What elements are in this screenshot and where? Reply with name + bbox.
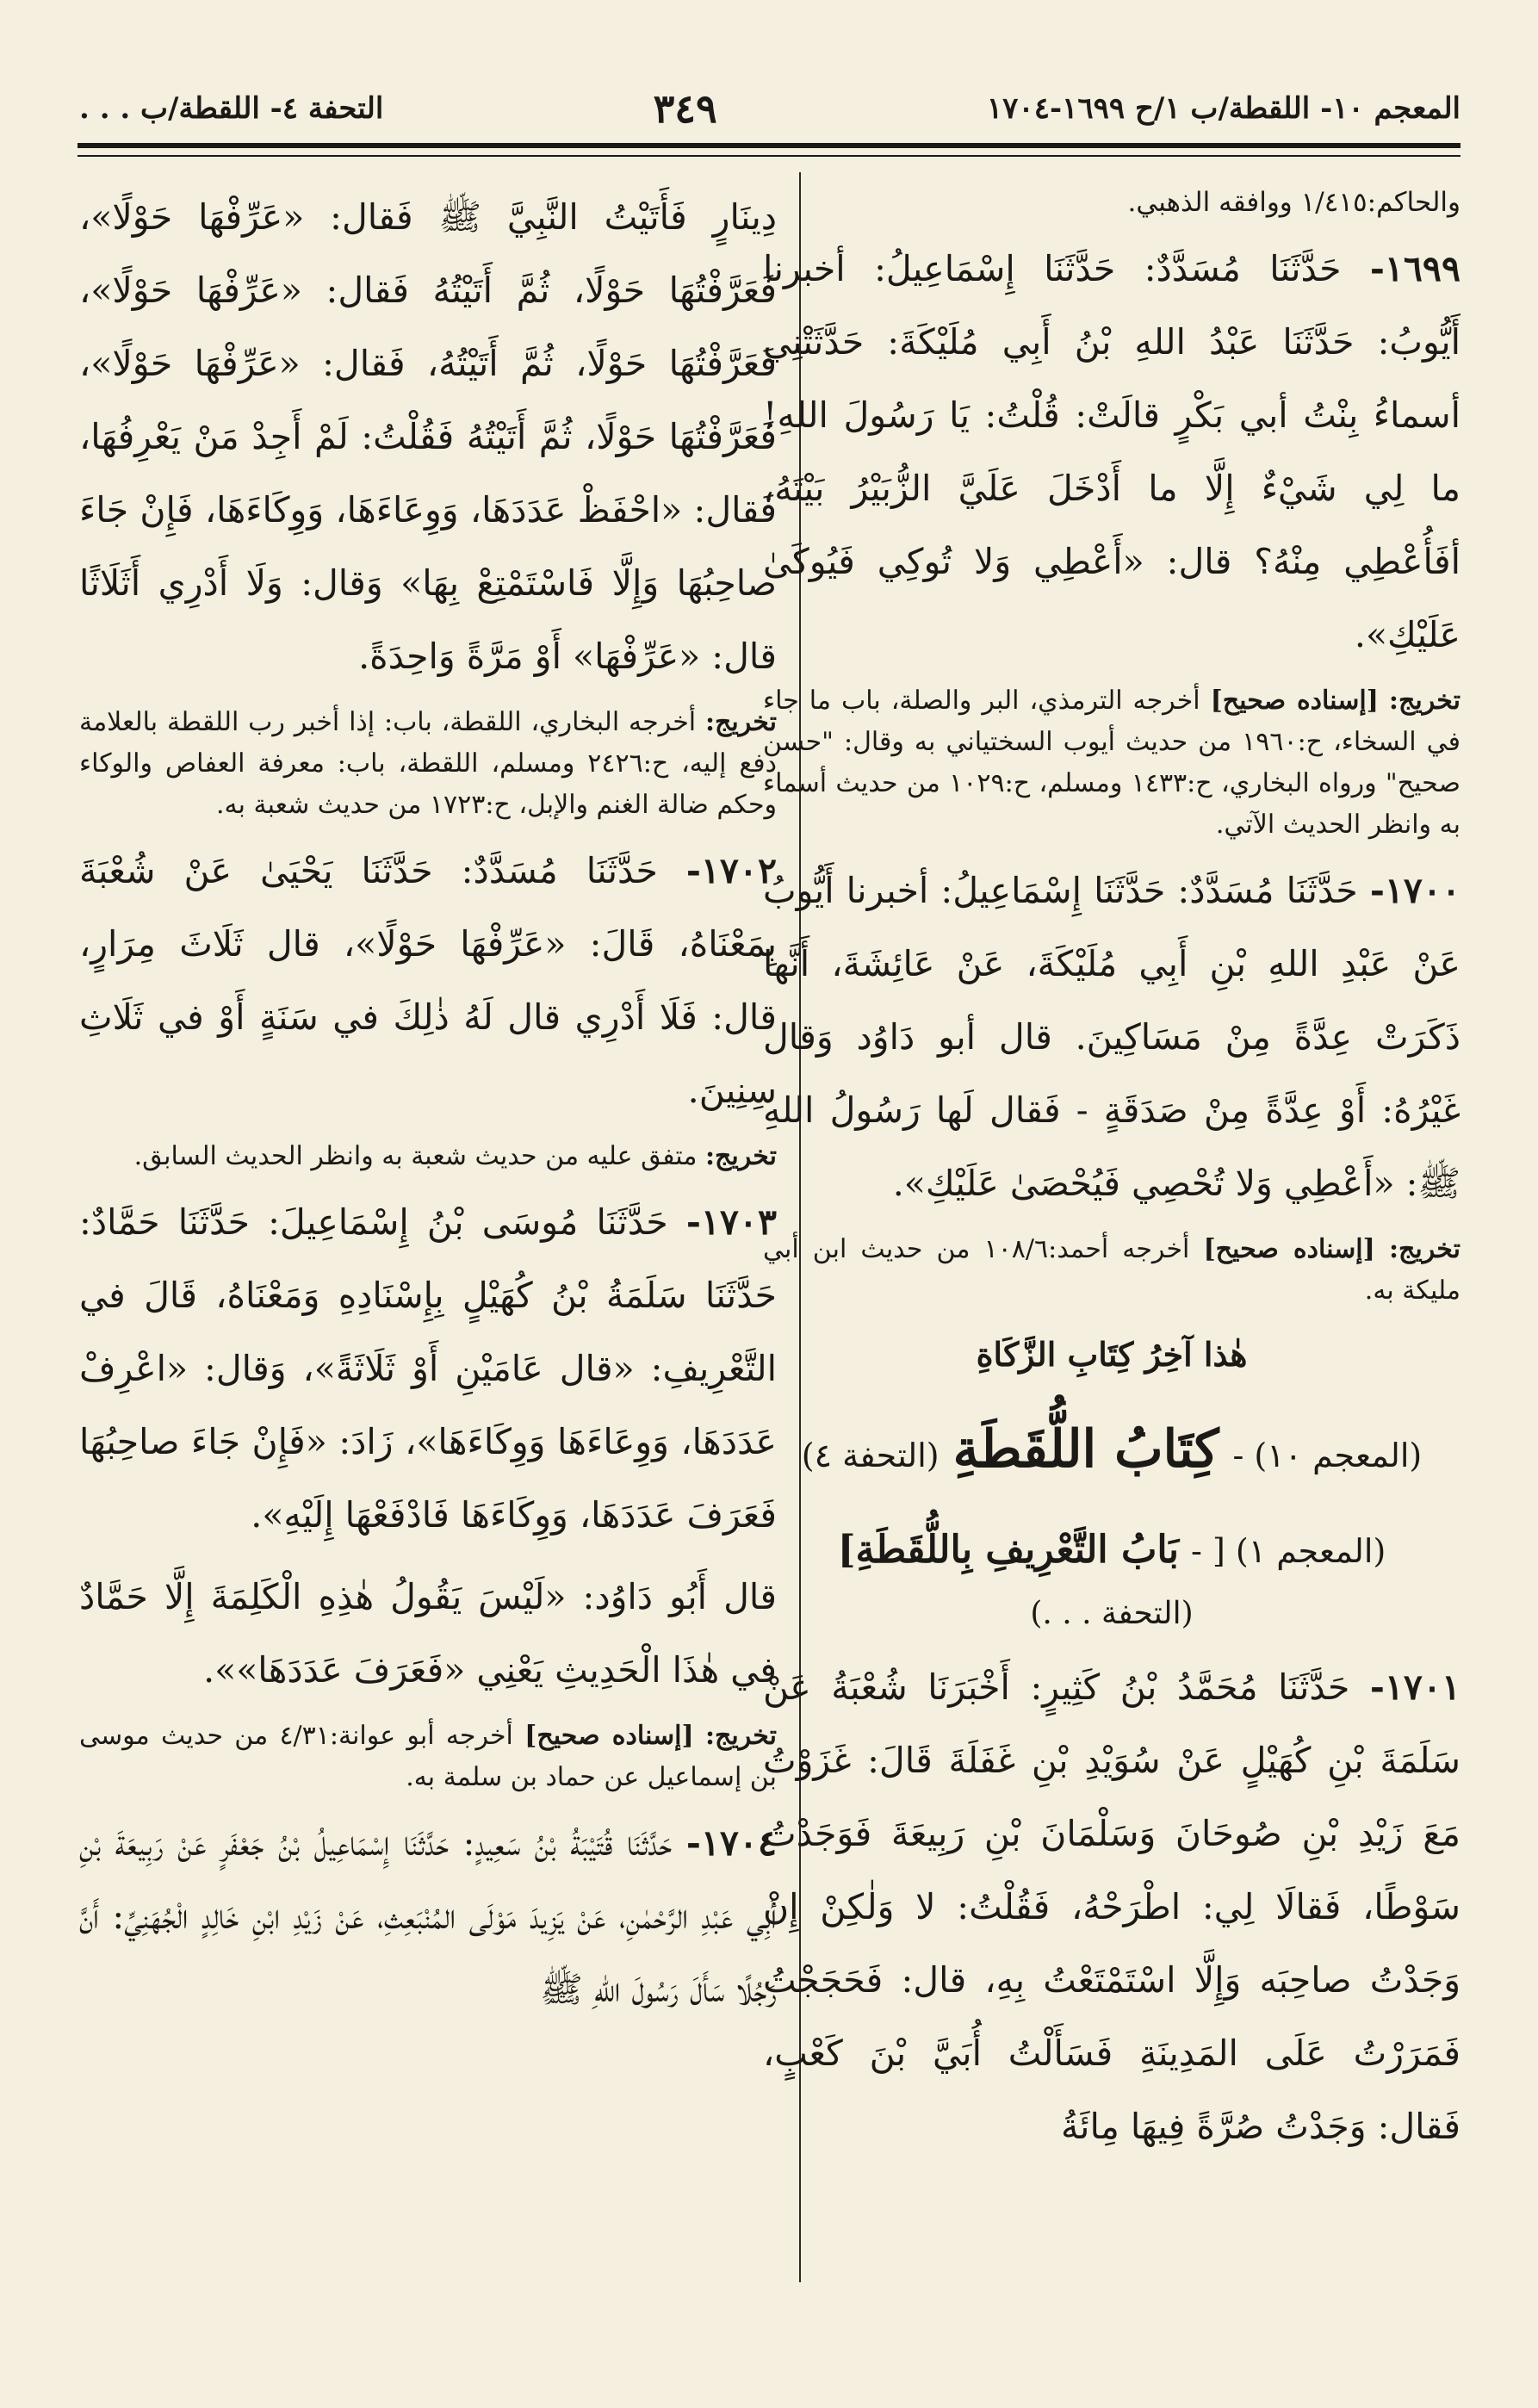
bab-tuhfa-ref: (التحفة . . .)	[1030, 1596, 1194, 1631]
running-header	[79, 83, 1460, 134]
takhrij-1702	[79, 1136, 777, 1177]
hadith-text: حَدَّثَنَا مُوسَى بْنُ إِسْمَاعِيلَ: حَدَّثَنَا حَمَّادٌ: حَدَّثَنَا سَلَمَةُ بْنُ كُهَيْلٍ بِإِسْنَادِهِ وَمَعْنَاهُ، قَالَ في التَّعْرِيفِ: «قال عَامَيْنِ أَوْ ثَلَاثَةً»، وَقال: «اعْرِفْ عَدَدَهَا، وَوِعَاءَهَا وَوِكَاءَهَا»، زَادَ: «فَإِنْ جَاءَ صاحِبُهَا فَعَرَفَ عَدَدَهَا، وَوِكَاءَهَا فَادْفَعْهَا إِلَيْهِ».	[79, 1201, 777, 1536]
hadith-1704	[79, 1807, 777, 2026]
hadith-text: حَدَّثَنَا قُتَيْبَةُ بْنُ سَعِيدٍ: حَدَّثَنَا إِسْمَاعِيلُ بْنُ جَعْفَرٍ عَنْ رَبِيعَةَ بْنِ أَبِي عَبْدِ الرَّحْمٰنِ، عَنْ يَزِيدَ مَوْلَى المُنْبَعِثِ، عَنْ زَيْدِ ابْنِ خَالِدٍ الْجُهَنِيِّ: أَنَّ رَجُلًا سَأَلَ رَسُولَ اللهِ ﷺ	[79, 1822, 777, 2010]
takhrij-grade: [إسناده صحيح]	[524, 1721, 694, 1751]
takhrij-text: متفق عليه من حديث شعبة به وانظر الحديث السابق.	[133, 1141, 698, 1171]
hadith-text: حَدَّثَنَا مُسَدَّدٌ: حَدَّثَنَا يَحْيَىٰ عَنْ شُعْبَةَ بِمَعْنَاهُ، قَالَ: «عَرِّفْهَا حَوْلًا»، قال ثَلَاثَ مِرَارٍ، قال: فَلَا أَدْرِي قال لَهُ ذٰلِكَ في سَنَةٍ أَوْ في ثَلَاثِ سِنِينَ.	[79, 850, 777, 1111]
right-column	[763, 181, 1460, 2274]
takhrij-text: أخرجه أحمد:١٠٨/٦ من حديث ابن أبي مليكة به.	[763, 1234, 1460, 1306]
takhrij-text: أخرجه أبو عوانة:٤/٣١ من حديث موسى بن إسماعيل عن حماد بن سلمة به.	[79, 1721, 777, 1792]
takhrij-label: تخريج:	[704, 707, 777, 737]
takhrij-label: تخريج:	[704, 1141, 777, 1171]
hadith-1701	[763, 1651, 1460, 2163]
hadith-number: ١٧٠٤-	[685, 1822, 777, 1864]
header-rule-thin	[78, 155, 1460, 157]
hadith-1699	[763, 233, 1460, 672]
carryover-footnote: والحاكم:١/٤١٥ ووافقه الذهبي.	[1127, 187, 1460, 218]
kitab-tuhfa-ref: (التحفة ٤)	[801, 1437, 940, 1474]
takhrij-grade: [إسناده صحيح]	[1203, 1234, 1375, 1264]
takhrij-1700	[763, 1229, 1460, 1312]
hadith-text: حَدَّثَنَا مُسَدَّدٌ: حَدَّثَنَا إِسْمَاعِيلُ: أخبرنا أَيُّوبُ: حَدَّثَنَا عَبْدُ اللهِ بْنُ أَبِي مُلَيْكَةَ: حَدَّثَتْنِي أسماءُ بِنْتُ أبي بَكْرٍ قالَتْ: قُلْتُ: يَا رَسُولَ اللهِ! ما لِي شَيْءٌ إِلَّا ما أَدْخَلَ عَلَيَّ الزُّبَيْرُ بَيْتَهُ، أفَأُعْطِي مِنْهُ؟ قال: «أَعْطِي وَلا تُوكِي فَيُوكَىٰ عَلَيْكِ».	[763, 248, 1460, 655]
bab-title: بَابُ التَّعْرِيفِ بِاللُّقَطَةِ]	[837, 1528, 1180, 1572]
hadith-number: ١٦٩٩-	[1369, 248, 1460, 289]
kitab-title: كِتَابُ اللُّقَطَةِ	[952, 1419, 1219, 1480]
hadith-1703	[79, 1186, 777, 1552]
hadith-text: حَدَّثَنَا مُسَدَّدٌ: حَدَّثَنَا إِسْمَاعِيلُ: أخبرنا أَيُّوبُ عَنْ عَبْدِ اللهِ بْنِ أَبِي مُلَيْكَةَ، عَنْ عَائِشَةَ، أَنَّها ذَكَرَتْ عِدَّةً مِنْ مَسَاكِينَ. قال أبو دَاوُد وَقال غَيْرُهُ: أَوْ عِدَّةً مِنْ صَدَقَةٍ - فَقال لَها رَسُولُ اللهِ ﷺ: «أَعْطِي وَلا تُحْصِي فَيُحْصَىٰ عَلَيْكِ».	[763, 870, 1460, 1204]
header-rule-thick	[78, 143, 1460, 148]
takhrij-label: تخريج:	[1388, 686, 1460, 716]
hadith-number: ١٧٠٠-	[1369, 870, 1460, 911]
kitab-heading	[763, 1406, 1460, 1499]
kitab-mujam-ref: (المعجم ١٠) -	[1232, 1437, 1423, 1474]
takhrij-grade: [إسناده صحيح]	[1210, 686, 1379, 716]
hadith-number: ١٧٠١-	[1369, 1666, 1460, 1708]
header-right-reference: المعجم ١٠- اللقطة/ب ١/ح ١٦٩٩-١٧٠٤	[986, 91, 1460, 126]
bab-mujam-ref: (المعجم ١) [ -	[1191, 1532, 1386, 1570]
takhrij-1699	[763, 680, 1460, 846]
takhrij-label: تخريج:	[704, 1721, 777, 1751]
takhrij-label: تخريج:	[1388, 1234, 1460, 1264]
left-column	[79, 181, 777, 2274]
hadith-number: ١٧٠٢-	[685, 850, 777, 891]
takhrij-1703	[79, 1716, 777, 1798]
end-of-zakat-note: هٰذا آخِرُ كِتَابِ الزَّكَاةِ	[976, 1335, 1248, 1374]
hadith-1700	[763, 854, 1460, 1220]
hadith-number: ١٧٠٣-	[685, 1201, 777, 1243]
bab-heading	[763, 1516, 1460, 1586]
header-left-reference: التحفة ٤- اللقطة/ب . . .	[79, 91, 384, 126]
hadith-1701-continued: دِينَارٍ فَأَتَيْتُ النَّبِيَّ ﷺ فَقال: «عَرِّفْهَا حَوْلًا»، فَعَرَّفْتُهَا حَوْلًا، ثُمَّ أَتَيْتُهُ فَقال: «عَرِّفْهَا حَوْلًا»، فَعَرَّفْتُهَا حَوْلًا، ثُمَّ أَتَيْتُهُ، فَقال: «عَرِّفْهَا حَوْلًا»، فَعَرَّفْتُهَا حَوْلًا، ثُمَّ أَتَيْتُهُ فَقُلْتُ: لَمْ أَجِدْ مَنْ يَعْرِفُهَا، فَقال: «احْفَظْ عَدَدَهَا، وَوِعَاءَهَا، وَوِكَاءَهَا، فَإِنْ جَاءَ صاحِبُهَا وَإِلَّا فَاسْتَمْتِعْ بِهَا» وَقال: وَلَا أَدْرِي أَثَلَاثًا قال: «عَرِّفْهَا» أَوْ مَرَّةً وَاحِدَةً.	[79, 196, 777, 677]
page-number: ٣٤٩	[653, 85, 717, 132]
hadith-text: حَدَّثَنَا مُحَمَّدُ بْنُ كَثِيرٍ: أَخْبَرَنَا شُعْبَةُ عَنْ سَلَمَةَ بْنِ كُهَيْلٍ عَنْ سُوَيْدِ بْنِ غَفَلَةَ قَالَ: غَزَوْتُ مَعَ زَيْدِ بْنِ صُوحَانَ وَسَلْمَانَ بْنِ رَبِيعَةَ فَوَجَدْتُ سَوْطًا، فَقالَا لِي: اطْرَحْهُ، فَقُلْتُ: لا وَلٰكِنْ إِنْ وَجَدْتُ صاحِبَه وَإِلَّا اسْتَمْتَعْتُ بِهِ، قال: فَحَجَجْتُ فَمَرَرْتُ عَلَى المَدِينَةِ فَسَأَلْتُ أُبَيَّ بْنَ كَعْبٍ، فَقال: وَجَدْتُ صُرَّةً فِيهَا مِائَةُ	[763, 1666, 1460, 2147]
hadith-1702	[79, 835, 777, 1127]
takhrij-text: أخرجه البخاري، اللقطة، باب: إذا أخبر رب اللقطة بالعلامة دفع إليه، ح:٢٤٢٦ ومسلم، اللقطة، باب: معرفة العفاص والوكاء وحكم ضالة الغنم والإبل، ح:١٧٢٣ من حديث شعبة به.	[79, 707, 777, 820]
abu-dawud-note: قال أَبُو دَاوُد: «لَيْسَ يَقُولُ هٰذِهِ الْكَلِمَةَ إِلَّا حَمَّادٌ في هٰذَا الْحَدِيثِ يَعْنِي «فَعَرَفَ عَدَدَهَا»».	[79, 1576, 777, 1691]
takhrij-text: أخرجه الترمذي، البر والصلة، باب ما جاء في السخاء، ح:١٩٦٠ من حديث أيوب السختياني به وقال: "حسن صحيح" ورواه البخاري، ح:١٤٣٣ ومسلم، ح:١٠٢٩ من حديث أسماء به وانظر الحديث الآتي.	[763, 686, 1460, 840]
takhrij-1701	[79, 702, 777, 826]
